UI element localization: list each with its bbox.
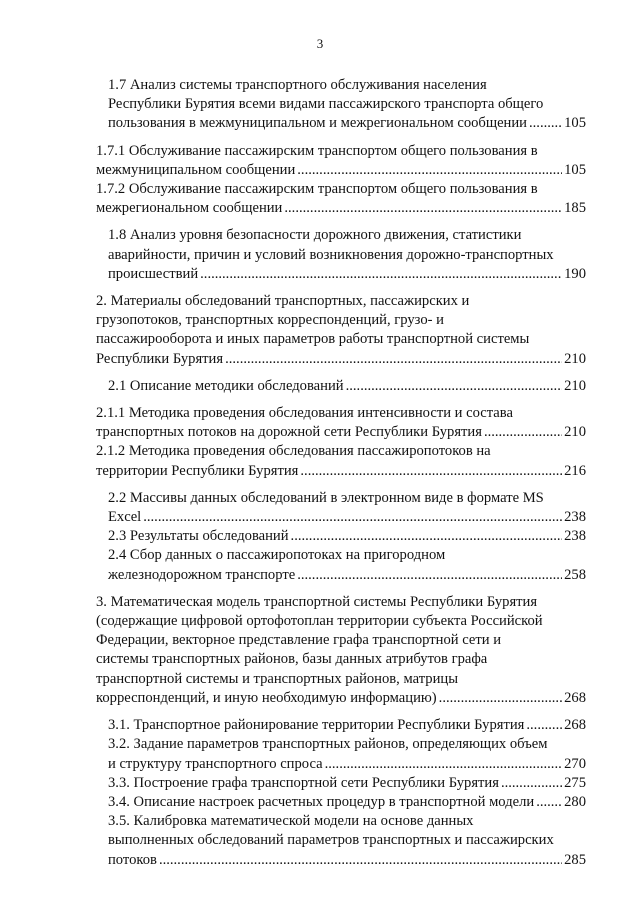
table-of-contents <box>96 76 586 870</box>
toc-entry-text: транспортных потоков на дорожной сети Республики Бурятия <box>96 424 482 441</box>
toc-entry[interactable] <box>96 404 586 442</box>
toc-entry-text: железнодорожном транспорте <box>108 566 296 583</box>
toc-entry-text: территории Республики Бурятия <box>96 462 299 479</box>
toc-entry-text: потоков <box>108 851 157 868</box>
toc-entry-last-line <box>108 774 586 793</box>
toc-entry-text: 2.3 Результаты обследований <box>108 528 289 545</box>
toc-entry-line: 2. Материалы обследований транспортных, пассажирских и <box>96 293 470 310</box>
dot-leader <box>484 423 562 442</box>
toc-entry-line: 3.2. Задание параметров транспортных районов, определяющих объем <box>108 736 548 753</box>
toc-page-number: 275 <box>564 774 586 791</box>
toc-entry-last-line <box>96 689 586 708</box>
toc-entry[interactable] <box>96 812 586 870</box>
toc-entry-last-line <box>96 199 586 218</box>
dot-leader <box>297 566 562 585</box>
dot-leader <box>536 793 562 812</box>
toc-entry-text: корреспонденций, и иную необходимую информацию) <box>96 689 437 706</box>
dot-leader <box>225 350 562 369</box>
toc-page-number: 216 <box>564 462 586 479</box>
dot-leader <box>300 462 562 481</box>
toc-page-number: 210 <box>564 350 586 367</box>
toc-entry[interactable] <box>96 735 586 773</box>
dot-leader <box>291 527 563 546</box>
toc-entry-text: межмуниципальном сообщении <box>96 161 296 178</box>
toc-entry[interactable] <box>96 76 586 134</box>
toc-entry-line: 2.1.2 Методика проведения обследования пассажиропотоков на <box>96 443 491 460</box>
toc-entry-text: Республики Бурятия <box>96 350 224 367</box>
toc-page-number: 210 <box>564 424 586 441</box>
toc-entry-line: (содержащие цифровой ортофотоплан территории субъекта Российской <box>96 613 543 630</box>
dot-leader <box>284 199 562 218</box>
toc-entry-line: Республики Бурятия всеми видами пассажирского транспорта общего <box>108 96 544 113</box>
toc-entry-text: 2.1 Описание методики обследований <box>108 377 344 394</box>
toc-entry-line: транспортной системы и транспортных районов, матрицы <box>96 670 458 687</box>
toc-page-number: 105 <box>564 115 586 132</box>
toc-entry[interactable] <box>96 442 586 480</box>
toc-entry-last-line <box>108 527 586 546</box>
dot-leader <box>297 161 562 180</box>
toc-entry-text: происшествий <box>108 265 199 282</box>
toc-entry-text: 3.1. Транспортное районирование территории Республики Бурятия <box>108 717 525 734</box>
toc-entry-last-line <box>108 755 586 774</box>
toc-entry-last-line <box>108 851 586 870</box>
toc-entry-last-line <box>96 350 586 369</box>
toc-entry[interactable] <box>96 377 586 396</box>
toc-entry[interactable] <box>96 292 586 369</box>
dot-leader <box>143 508 562 527</box>
toc-entry-text: 3.4. Описание настроек расчетных процедур в транспортной модели <box>108 793 535 810</box>
toc-page-number: 280 <box>564 793 586 810</box>
toc-entry-line: Федерации, векторное представление графа транспортной сети и <box>96 632 502 649</box>
dot-leader <box>526 716 562 735</box>
toc-page-number: 105 <box>564 161 586 178</box>
toc-entry-text: Excel <box>108 509 142 526</box>
dot-leader <box>325 755 563 774</box>
dot-leader <box>529 114 562 133</box>
toc-entry-text: пользования в межмуниципальном и межрегиональном сообщении <box>108 115 527 132</box>
toc-entry[interactable] <box>96 489 586 527</box>
toc-entry-last-line <box>108 716 586 735</box>
toc-entry-line: 3. Математическая модель транспортной системы Республики Бурятия <box>96 593 538 610</box>
toc-entry[interactable] <box>96 180 586 218</box>
toc-entry[interactable] <box>96 793 586 812</box>
toc-page-number: 185 <box>564 200 586 217</box>
toc-entry-last-line <box>108 793 586 812</box>
toc-entry-line: 3.5. Калибровка математической модели на основе данных <box>108 813 474 830</box>
toc-page-number: 210 <box>564 377 586 394</box>
toc-entry-text: и структуру транспортного спроса <box>108 755 323 772</box>
toc-entry-line: пассажирооборота и иных параметров работы транспортной системы <box>96 331 530 348</box>
toc-entry-line: 2.2 Массивы данных обследований в электронном виде в формате MS <box>108 489 544 506</box>
toc-page-number: 268 <box>564 717 586 734</box>
toc-entry-line: 2.4 Сбор данных о пассажиропотоках на пригородном <box>108 547 446 564</box>
toc-entry-line: 1.7.1 Обслуживание пассажирским транспортом общего пользования в <box>96 142 538 159</box>
toc-entry-line: системы транспортных районов, базы данных атрибутов графа <box>96 651 488 668</box>
dot-leader <box>439 689 562 708</box>
toc-page-number: 190 <box>564 265 586 282</box>
toc-page-number: 238 <box>564 528 586 545</box>
toc-entry-last-line <box>96 462 586 481</box>
toc-entry[interactable] <box>96 142 586 180</box>
dot-leader <box>159 851 562 870</box>
toc-entry-line: 1.8 Анализ уровня безопасности дорожного движения, статистики <box>108 227 522 244</box>
toc-page-number: 238 <box>564 509 586 526</box>
toc-entry-last-line <box>108 508 586 527</box>
toc-entry-line: выполненных обследований параметров транспортных и пассажирских <box>108 832 554 849</box>
toc-entry-line: грузопотоков, транспортных корреспонденций, грузо- и <box>96 312 444 329</box>
toc-page-number: 285 <box>564 851 586 868</box>
toc-entry[interactable] <box>96 546 586 584</box>
toc-entry[interactable] <box>96 593 586 708</box>
toc-entry[interactable] <box>96 774 586 793</box>
toc-entry-last-line <box>108 377 586 396</box>
toc-entry-line: аварийности, причин и условий возникновения дорожно-транспортных <box>108 246 554 263</box>
dot-leader <box>346 377 563 396</box>
toc-entry-last-line <box>108 265 586 284</box>
dot-leader <box>501 774 562 793</box>
toc-entry-text: межрегиональном сообщении <box>96 200 283 217</box>
toc-entry-last-line <box>96 423 586 442</box>
toc-entry-last-line <box>108 114 586 133</box>
toc-entry[interactable] <box>96 527 586 546</box>
toc-entry-line: 2.1.1 Методика проведения обследования интенсивности и состава <box>96 405 513 422</box>
toc-entry[interactable] <box>96 716 586 735</box>
page-number: 3 <box>316 36 324 51</box>
toc-page-number: 270 <box>564 755 586 772</box>
toc-page-number: 268 <box>564 689 586 706</box>
toc-entry-text: 3.3. Построение графа транспортной сети Республики Бурятия <box>108 774 499 791</box>
toc-page-number: 258 <box>564 566 586 583</box>
toc-entry-line: 1.7.2 Обслуживание пассажирским транспортом общего пользования в <box>96 181 538 198</box>
toc-entry-line: 1.7 Анализ системы транспортного обслуживания населения <box>108 77 487 93</box>
toc-entry[interactable] <box>96 226 586 284</box>
toc-entry-last-line <box>96 161 586 180</box>
toc-entry-last-line <box>108 566 586 585</box>
dot-leader <box>200 265 562 284</box>
